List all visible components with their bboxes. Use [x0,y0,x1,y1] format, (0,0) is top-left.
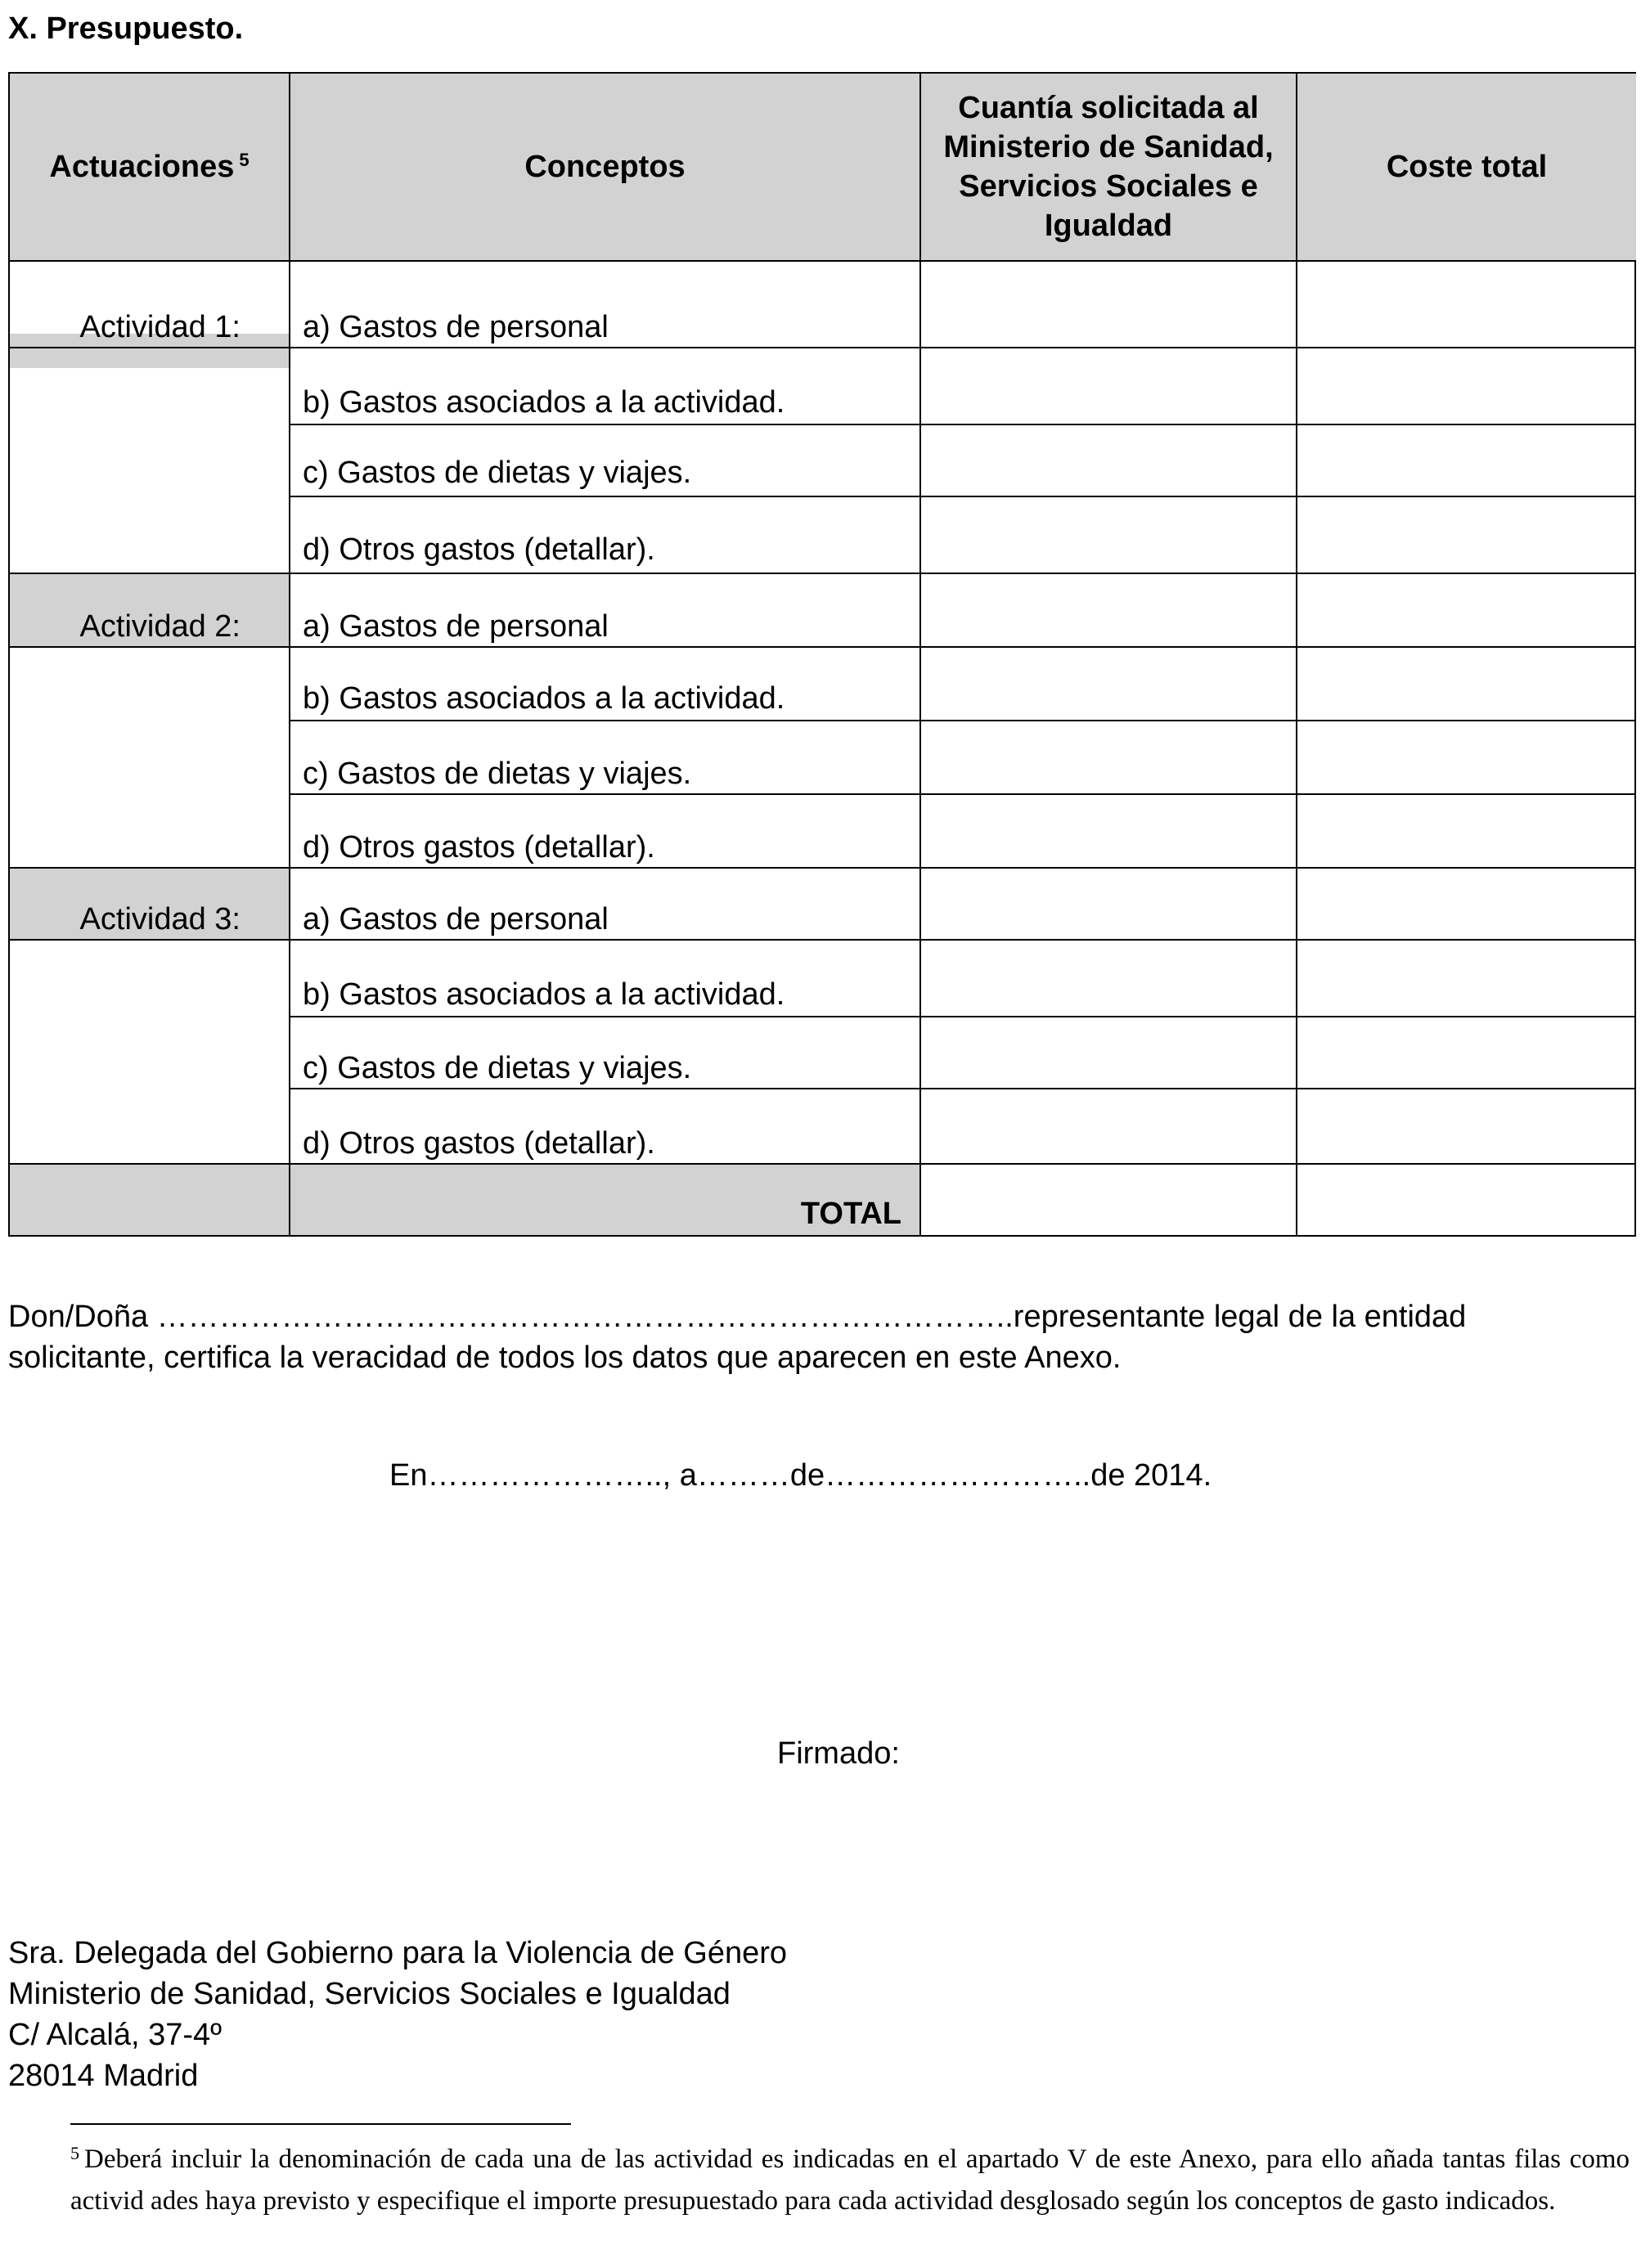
budget-table [8,72,1636,1237]
concept-item: b) Gastos asociados a la actividad. [303,977,785,1012]
row-divider [10,939,1634,941]
total-label: TOTAL [800,1197,901,1231]
concept-item: a) Gastos de personal [303,902,609,936]
row-divider [290,496,1634,497]
footnote-ref: 5 [239,150,250,170]
concept-item: d) Otros gastos (detallar). [303,830,655,865]
concept-item: a) Gastos de personal [303,609,609,644]
row-divider [10,867,1634,869]
address-line: C/ Alcalá, 37-4º [8,2018,223,2052]
concept-item: c) Gastos de dietas y viajes. [303,456,692,490]
concept-item: b) Gastos asociados a la actividad. [303,385,785,420]
footnote-rule [70,2123,571,2125]
concept-item: d) Otros gastos (detallar). [303,532,655,567]
row-divider [10,646,1634,648]
row-divider [290,720,1634,721]
section-title: X. Presupuesto. [8,11,244,46]
concept-item: c) Gastos de dietas y viajes. [303,757,692,791]
row-divider [10,260,1634,262]
row-divider [290,793,1634,795]
row-divider [10,573,1634,574]
header-cuantia: Cuantía solicitada al Ministerio de Sanidad, Servicios Sociales e Igualdad [943,91,1274,243]
concept-item: d) Otros gastos (detallar). [303,1126,655,1161]
signed-label: Firmado: [777,1736,900,1771]
address-line: 28014 Madrid [8,2059,199,2093]
certification-line-1: Don/Doña ………………………………………………………………………..representante legal de la entidad [8,1300,1467,1334]
header-conceptos: Conceptos [524,150,686,184]
row-divider [10,347,1634,348]
concept-item: b) Gastos asociados a la actividad. [303,681,785,716]
footnote-number: 5 [70,2143,79,2163]
activity-label-2: Actividad 2: [79,609,241,644]
header-coste-total: Coste total [1386,150,1548,184]
certification-line-2: solicitante, certifica la veracidad de todos los datos que aparecen en este Anexo. [8,1341,1122,1375]
header-actuaciones [10,74,289,260]
concept-item: a) Gastos de personal [303,310,609,344]
concept-item: c) Gastos de dietas y viajes. [303,1051,692,1085]
address-line: Sra. Delegada del Gobierno para la Violencia de Género [8,1936,788,1970]
address-line: Ministerio de Sanidad, Servicios Sociales e Igualdad [8,1977,731,2011]
row-divider [290,424,1634,425]
row-divider [10,1163,1634,1165]
footnote-text: Deberá incluir la denominación de cada una de las actividad es indicadas en el apartado V de este Anexo, para ello añada tantas filas como activid ades haya previsto y especifique el importe presupuestado para cada actividad desglosado según los conceptos de gasto indicados. [70,2144,1630,2216]
header-actuaciones-label: Actuaciones [49,150,235,184]
activity-label-3: Actividad 3: [79,902,241,936]
footnote [70,2140,1630,2221]
row-divider [290,1088,1634,1089]
place-date-line: En………………….., a………de……………………..de 2014. [389,1458,1212,1493]
activity-label-1: Actividad 1: [79,310,241,344]
row-divider [290,1016,1634,1017]
